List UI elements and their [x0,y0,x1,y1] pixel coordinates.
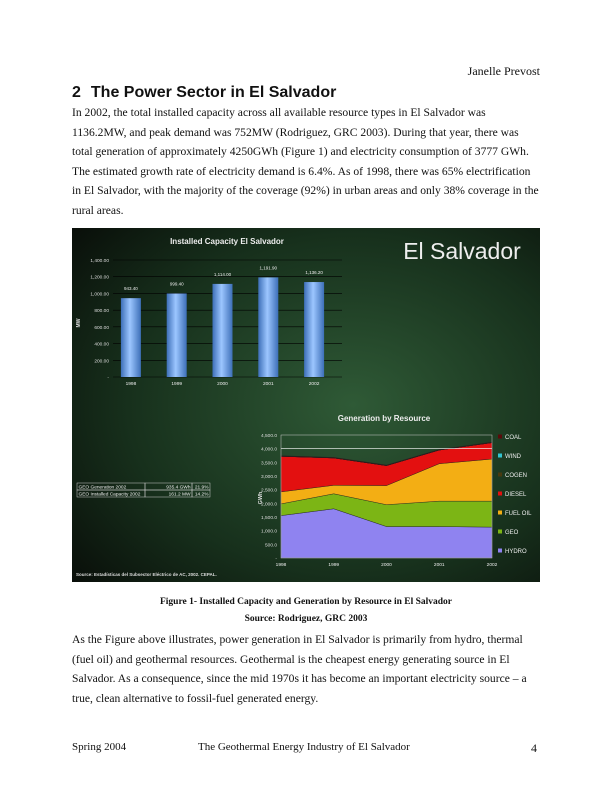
footer-term: Spring 2004 [72,741,127,753]
legend-label-coal: COAL [505,435,522,441]
area-x-tick-label: 2002 [486,563,498,568]
area-y-axis-label: GWh [258,491,264,505]
area-x-tick-label: 1999 [328,563,340,568]
bar-y-tick-label: 1,400.00 [90,259,109,264]
bar-y-tick-label: 1,200.00 [90,275,109,281]
chart-source: Source: Estadísticas del Subsector Eléctrico de AC, 2002. CEPAL. [76,572,217,577]
geo-table-text: GEO Generation 2002 [78,485,127,491]
area-x-tick-label: 2001 [433,563,445,568]
bar-2001 [258,277,278,377]
area-y-tick-label: 500.0 [264,543,277,549]
area-y-tick-label: 3,500.0 [260,461,277,467]
bar-2002 [304,282,324,377]
area-y-tick-label: - [275,557,277,562]
legend-swatch [498,492,502,496]
bar-x-tick-label: 1998 [125,382,137,387]
geo-table-text: 935.4 GWh [166,485,191,491]
area-x-tick-label: 2000 [381,563,392,568]
legend-label-geo: GEO [505,530,519,536]
legend-swatch [498,435,502,439]
legend-swatch [498,530,502,534]
bar-y-tick-label: 1,000.00 [90,292,109,298]
bar-y-tick-label: 400.00 [94,342,109,348]
legend-label-cogen: COGEN [505,473,528,479]
figure-image [72,228,540,582]
bar-y-tick-label: 600.00 [94,325,109,331]
bar-2000 [213,284,233,377]
figure-caption: Figure 1- Installed Capacity and Generation by Resource in El Salvador [159,597,453,607]
bar-value-label: 1,136.20 [305,270,323,276]
area-chart-title: Generation by Resource [337,414,431,423]
bar-1999 [167,293,187,377]
geo-table-text: GEO Installed Capacity 2002 [78,492,141,498]
bar-value-label: 1,191.90 [259,265,278,271]
area-y-tick-label: 3,000.0 [260,475,277,480]
geo-table-text: 161.2 MW [168,492,191,498]
legend-label-wind: WIND [505,454,521,460]
geo-table-text: 14.2% [194,492,209,498]
bar-value-label: 1,114.00 [213,271,232,277]
bar-1998 [121,298,141,377]
figure-source: Source: Rodriguez, GRC 2003 [244,614,368,624]
banner-title: El Salvador [403,238,521,264]
area-x-tick-label: 1998 [275,563,287,568]
bar-x-tick-label: 1999 [171,382,183,387]
section-title: The Power Sector in El Salvador [90,84,337,101]
legend-label-hydro: HYDRO [505,549,527,555]
area-y-tick-label: 4,000.0 [260,447,277,453]
legend-label-fuel-oil: FUEL OIL [505,511,532,517]
bar-y-tick-label: 800.00 [94,309,109,315]
area-y-tick-label: 1,500.0 [260,516,277,521]
legend-swatch [498,549,502,553]
running-header-author: Janelle Prevost [467,64,540,78]
area-y-tick-label: 4,500.0 [260,434,277,439]
bar-x-tick-label: 2002 [308,382,320,387]
bar-value-label: 943.40 [124,286,138,292]
area-y-tick-label: 1,000.0 [260,529,277,535]
legend-label-diesel: DIESEL [505,492,527,498]
bar-value-label: 999.40 [169,281,184,287]
legend-swatch [498,454,502,458]
section-heading [72,84,346,102]
footer-title: The Geothermal Energy Industry of El Salvador [198,741,410,753]
bar-x-tick-label: 2000 [217,382,228,387]
area-y-tick-label: 2,000.0 [260,502,277,508]
legend-swatch [498,511,502,515]
area-y-tick-label: 2,500.0 [260,488,277,494]
geo-table-text: 21.9% [194,485,209,491]
page-number: 4 [531,741,537,755]
section-number: 2 [72,84,81,101]
discussion-paragraph: As the Figure above illustrates, power generation in El Salvador is primarily from hydro, thermal (fuel oil) and geothermal resources. Geothermal is the cheapest energy generating source in El Salvador. As a consequence, since the mid 1970s it has become an important electricity source – a true, clean alternative to fossil-fuel generated energy. [72,633,527,705]
intro-paragraph: In 2002, the total installed capacity across all available resource types in El Salvador was 1136.2MW, and peak demand was 752MW (Rodriguez, GRC 2003). During that year, there was total generation of approximately 4250GWh (Figure 1) and electricity consumption of 3777 GWh. The estimated growth rate of electricity demand is 6.4%. As of 1998, there was 65% electrification in El Salvador, with the majority of the coverage (92%) in urban areas and only 38% coverage in the rural areas. [72,106,539,217]
bar-y-tick-label: - [107,376,109,381]
bar-y-tick-label: 200.00 [94,359,109,365]
bar-x-tick-label: 2001 [262,382,274,387]
legend-swatch [498,473,502,477]
bar-chart-title: Installed Capacity El Salvador [170,237,284,246]
bar-y-axis-label: MW [76,318,82,328]
